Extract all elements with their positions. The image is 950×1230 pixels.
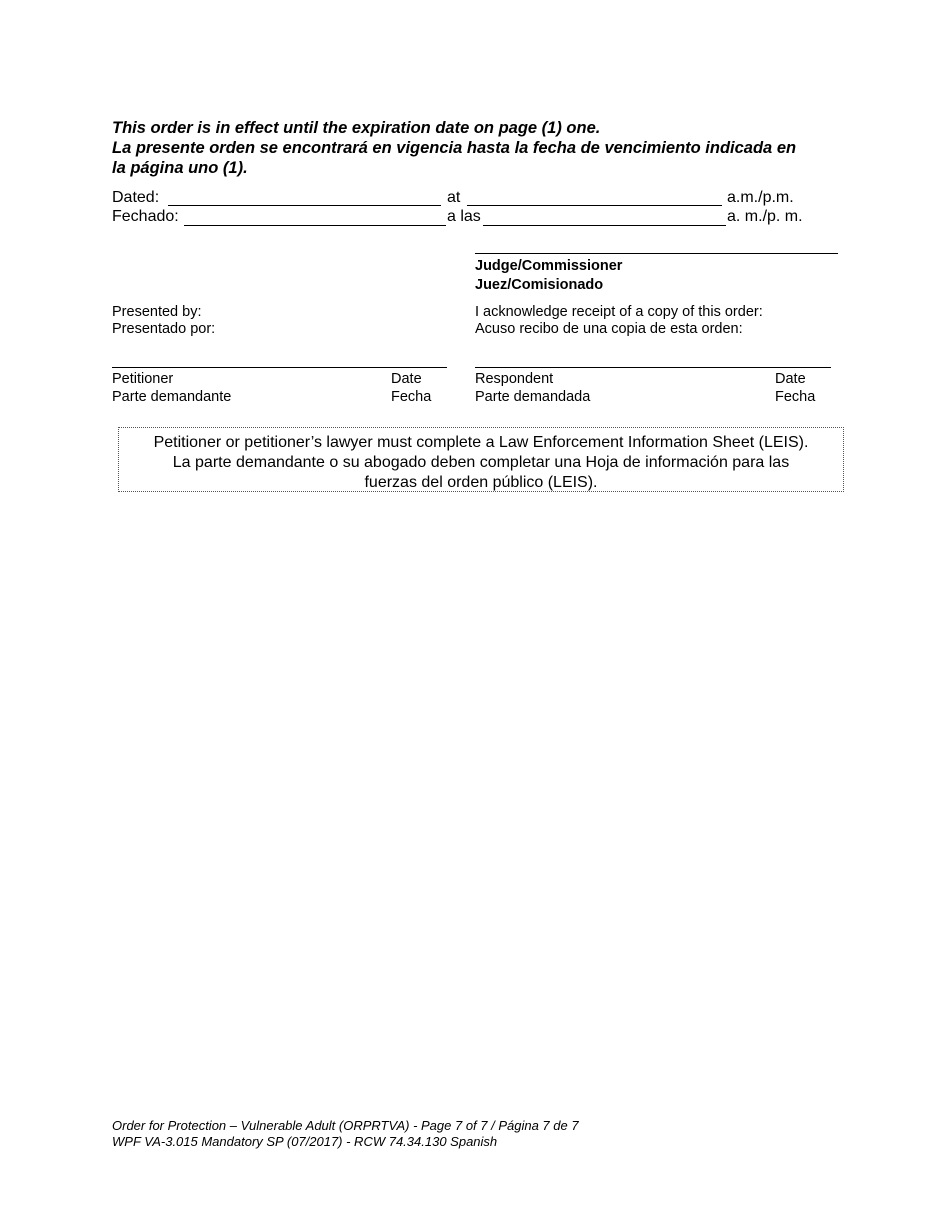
notice-line-1: This order is in effect until the expiration date on page (1) one. bbox=[112, 119, 601, 137]
leis-notice-box bbox=[118, 427, 844, 492]
fechado-at-label: a las bbox=[447, 208, 481, 225]
notice-line-3: la página uno (1). bbox=[112, 159, 248, 177]
dated-at-label: at bbox=[447, 189, 461, 206]
petitioner-signature-line[interactable] bbox=[112, 367, 447, 368]
respondent-label: Respondent bbox=[475, 371, 554, 387]
judge-signature-line[interactable] bbox=[475, 253, 838, 254]
fechado-ampm-label: a. m./p. m. bbox=[727, 208, 803, 225]
expiration-notice bbox=[112, 118, 796, 178]
dated-ampm-label: a.m./p.m. bbox=[727, 189, 794, 206]
leis-line-3: fuerzas del orden público (LEIS). bbox=[364, 474, 598, 491]
petitioner-label: Petitioner bbox=[112, 371, 174, 387]
notice-line-2: La presente orden se encontrará en vigencia hasta la fecha de vencimiento indicada en bbox=[112, 139, 797, 157]
acknowledge-text: I acknowledge receipt of a copy of this order: bbox=[475, 304, 763, 320]
fechado-label: Fechado: bbox=[112, 208, 179, 225]
presented-by-label: Presented by: bbox=[112, 304, 202, 320]
judge-title-es: Juez/Comisionado bbox=[475, 277, 604, 293]
dated-date-field[interactable] bbox=[168, 205, 441, 206]
fechado-date-field[interactable] bbox=[184, 225, 446, 226]
respondent-date-label: Date bbox=[775, 371, 806, 387]
dated-time-field[interactable] bbox=[467, 205, 722, 206]
petitioner-date-label: Date bbox=[391, 371, 422, 387]
respondent-signature-line[interactable] bbox=[475, 367, 831, 368]
footer-line-1: Order for Protection – Vulnerable Adult (ORPRTVA) - Page 7 of 7 / Página 7 de 7 bbox=[112, 1118, 579, 1133]
acuso-text: Acuso recibo de una copia de esta orden: bbox=[475, 321, 743, 337]
parte-demandada-label: Parte demandada bbox=[475, 389, 591, 405]
leis-line-2: La parte demandante o su abogado deben completar una Hoja de información para las bbox=[172, 454, 790, 471]
leis-line-1: Petitioner or petitioner’s lawyer must complete a Law Enforcement Information Sheet (LEIS). bbox=[153, 434, 809, 451]
petitioner-fecha-label: Fecha bbox=[391, 389, 432, 405]
presentado-por-label: Presentado por: bbox=[112, 321, 216, 337]
page-footer bbox=[112, 1118, 579, 1150]
parte-demandante-label: Parte demandante bbox=[112, 389, 232, 405]
respondent-fecha-label: Fecha bbox=[775, 389, 816, 405]
judge-title-en: Judge/Commissioner bbox=[475, 258, 623, 274]
dated-label: Dated: bbox=[112, 189, 160, 206]
fechado-time-field[interactable] bbox=[483, 225, 726, 226]
footer-line-2: WPF VA-3.015 Mandatory SP (07/2017) - RCW 74.34.130 Spanish bbox=[112, 1134, 498, 1149]
